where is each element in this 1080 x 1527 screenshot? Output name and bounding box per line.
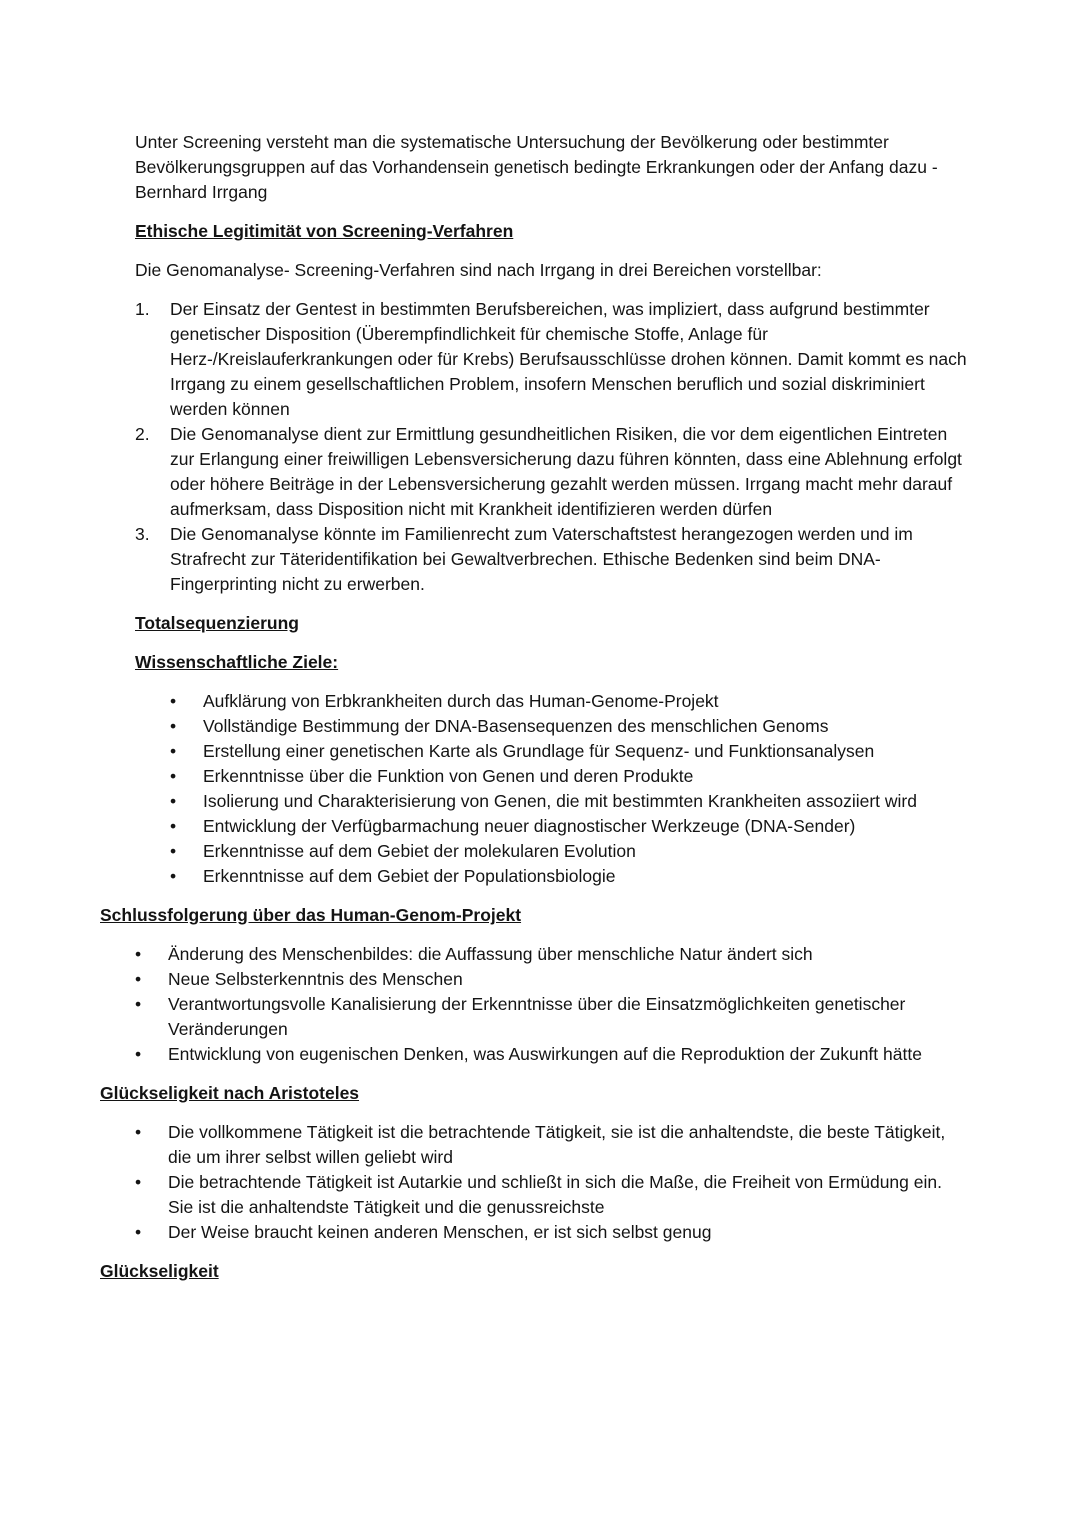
list-item-text: Die Genomanalyse könnte im Familienrecht zum Vaterschaftstest herangezogen werden und im Strafrecht zur Täteridentifikation bei Gewaltverbrechen. Ethische Bedenken sind beim DNA-Fingerprinting nicht zu erwerben. — [170, 524, 913, 594]
list-item — [135, 1120, 972, 1170]
bullet-icon: • — [170, 691, 177, 711]
section-heading: Schlussfolgerung über das Human-Genom-Projekt — [100, 905, 522, 925]
bullet-icon: • — [135, 1122, 142, 1142]
list-number: 1. — [135, 299, 150, 319]
list-item-text: Neue Selbsterkenntnis des Menschen — [168, 969, 463, 989]
list-item — [170, 689, 972, 714]
bullet-icon: • — [170, 816, 177, 836]
list-item — [170, 739, 972, 764]
section-heading: Wissenschaftliche Ziele: — [135, 652, 339, 672]
document-body — [100, 130, 972, 1284]
list-item-text: Erkenntnisse über die Funktion von Genen und deren Produkte — [203, 766, 694, 786]
bullet-icon: • — [170, 841, 177, 861]
list-item — [135, 522, 972, 597]
list-item — [170, 789, 972, 814]
list-item — [135, 1220, 972, 1245]
list-item — [170, 764, 972, 789]
list-number: 2. — [135, 424, 150, 444]
bullet-list — [135, 1120, 972, 1245]
section-heading: Glückseligkeit — [100, 1261, 219, 1281]
list-item — [135, 422, 972, 522]
list-item-text: Erkenntnisse auf dem Gebiet der Populationsbiologie — [203, 866, 616, 886]
list-item — [135, 1042, 972, 1067]
list-item-text: Der Weise braucht keinen anderen Menschen, er ist sich selbst genug — [168, 1222, 712, 1242]
list-item — [170, 864, 972, 889]
list-item — [170, 814, 972, 839]
bullet-icon: • — [170, 766, 177, 786]
list-item — [135, 992, 972, 1042]
section-heading: Ethische Legitimität von Screening-Verfahren — [135, 221, 514, 241]
paragraph: Unter Screening versteht man die systematische Untersuchung der Bevölkerung oder bestimmter Bevölkerungsgruppen auf das Vorhandensein genetisch bedingte Erkrankungen oder der Anfang dazu - Bernhard Irrgang — [135, 132, 938, 202]
list-item-text: Entwicklung von eugenischen Denken, was Auswirkungen auf die Reproduktion der Zukunft hätte — [168, 1044, 922, 1064]
bullet-icon: • — [170, 716, 177, 736]
bullet-icon: • — [135, 944, 142, 964]
bullet-icon: • — [135, 994, 142, 1014]
list-item-text: Die Genomanalyse dient zur Ermittlung gesundheitlichen Risiken, die vor dem eigentlichen Eintreten zur Erlangung einer freiwilligen Lebensversicherung dazu führen könnten, dass eine Ablehnung erfolgt oder höhere Beiträge in der Lebensversicherung gezahlt werden müssen. Irrgang macht mehr darauf aufmerksam, dass Disposition nicht mit Krankheit identifizieren werden dürfen — [170, 424, 962, 519]
bullet-icon: • — [170, 741, 177, 761]
list-item — [135, 942, 972, 967]
bullet-icon: • — [170, 791, 177, 811]
list-item-text: Änderung des Menschenbildes: die Auffassung über menschliche Natur ändert sich — [168, 944, 813, 964]
bullet-icon: • — [135, 1222, 142, 1242]
list-item-text: Die vollkommene Tätigkeit ist die betrachtende Tätigkeit, sie ist die anhaltendste, die beste Tätigkeit, die um ihrer selbst willen geliebt wird — [168, 1122, 946, 1167]
list-item — [170, 839, 972, 864]
section-heading: Totalsequenzierung — [135, 613, 299, 633]
list-item-text: Isolierung und Charakterisierung von Genen, die mit bestimmten Krankheiten assoziiert wird — [203, 791, 917, 811]
list-item — [135, 967, 972, 992]
list-item — [135, 297, 972, 422]
bullet-icon: • — [135, 1172, 142, 1192]
bullet-list — [135, 942, 972, 1067]
bullet-icon: • — [135, 1044, 142, 1064]
bullet-icon: • — [135, 969, 142, 989]
list-item — [135, 1170, 972, 1220]
paragraph: Die Genomanalyse- Screening-Verfahren sind nach Irrgang in drei Bereichen vorstellbar: — [135, 260, 822, 280]
list-item-text: Erstellung einer genetischen Karte als Grundlage für Sequenz- und Funktionsanalysen — [203, 741, 875, 761]
list-item-text: Erkenntnisse auf dem Gebiet der molekularen Evolution — [203, 841, 636, 861]
bullet-icon: • — [170, 866, 177, 886]
list-item-text: Der Einsatz der Gentest in bestimmten Berufsbereichen, was impliziert, dass aufgrund bestimmter genetischer Disposition (Überempfindlichkeit für chemische Stoffe, Anlage für Herz-/Kreislauferkrankungen oder für Krebs) Berufsausschlüsse drohen können. Damit kommt es nach Irrgang zu einem gesellschaftlichen Problem, insofern Menschen beruflich und sozial diskriminiert werden können — [170, 299, 967, 419]
bullet-list — [170, 689, 972, 889]
list-number: 3. — [135, 524, 150, 544]
list-item-text: Aufklärung von Erbkrankheiten durch das Human-Genome-Projekt — [203, 691, 719, 711]
numbered-list — [135, 297, 972, 597]
section-heading: Glückseligkeit nach Aristoteles — [100, 1083, 360, 1103]
list-item — [170, 714, 972, 739]
list-item-text: Die betrachtende Tätigkeit ist Autarkie und schließt in sich die Maße, die Freiheit von Ermüdung ein. Sie ist die anhaltendste Tätigkeit und die genussreichste — [168, 1172, 942, 1217]
list-item-text: Verantwortungsvolle Kanalisierung der Erkenntnisse über die Einsatzmöglichkeiten genetischer Veränderungen — [168, 994, 906, 1039]
list-item-text: Vollständige Bestimmung der DNA-Basensequenzen des menschlichen Genoms — [203, 716, 829, 736]
list-item-text: Entwicklung der Verfügbarmachung neuer diagnostischer Werkzeuge (DNA-Sender) — [203, 816, 856, 836]
